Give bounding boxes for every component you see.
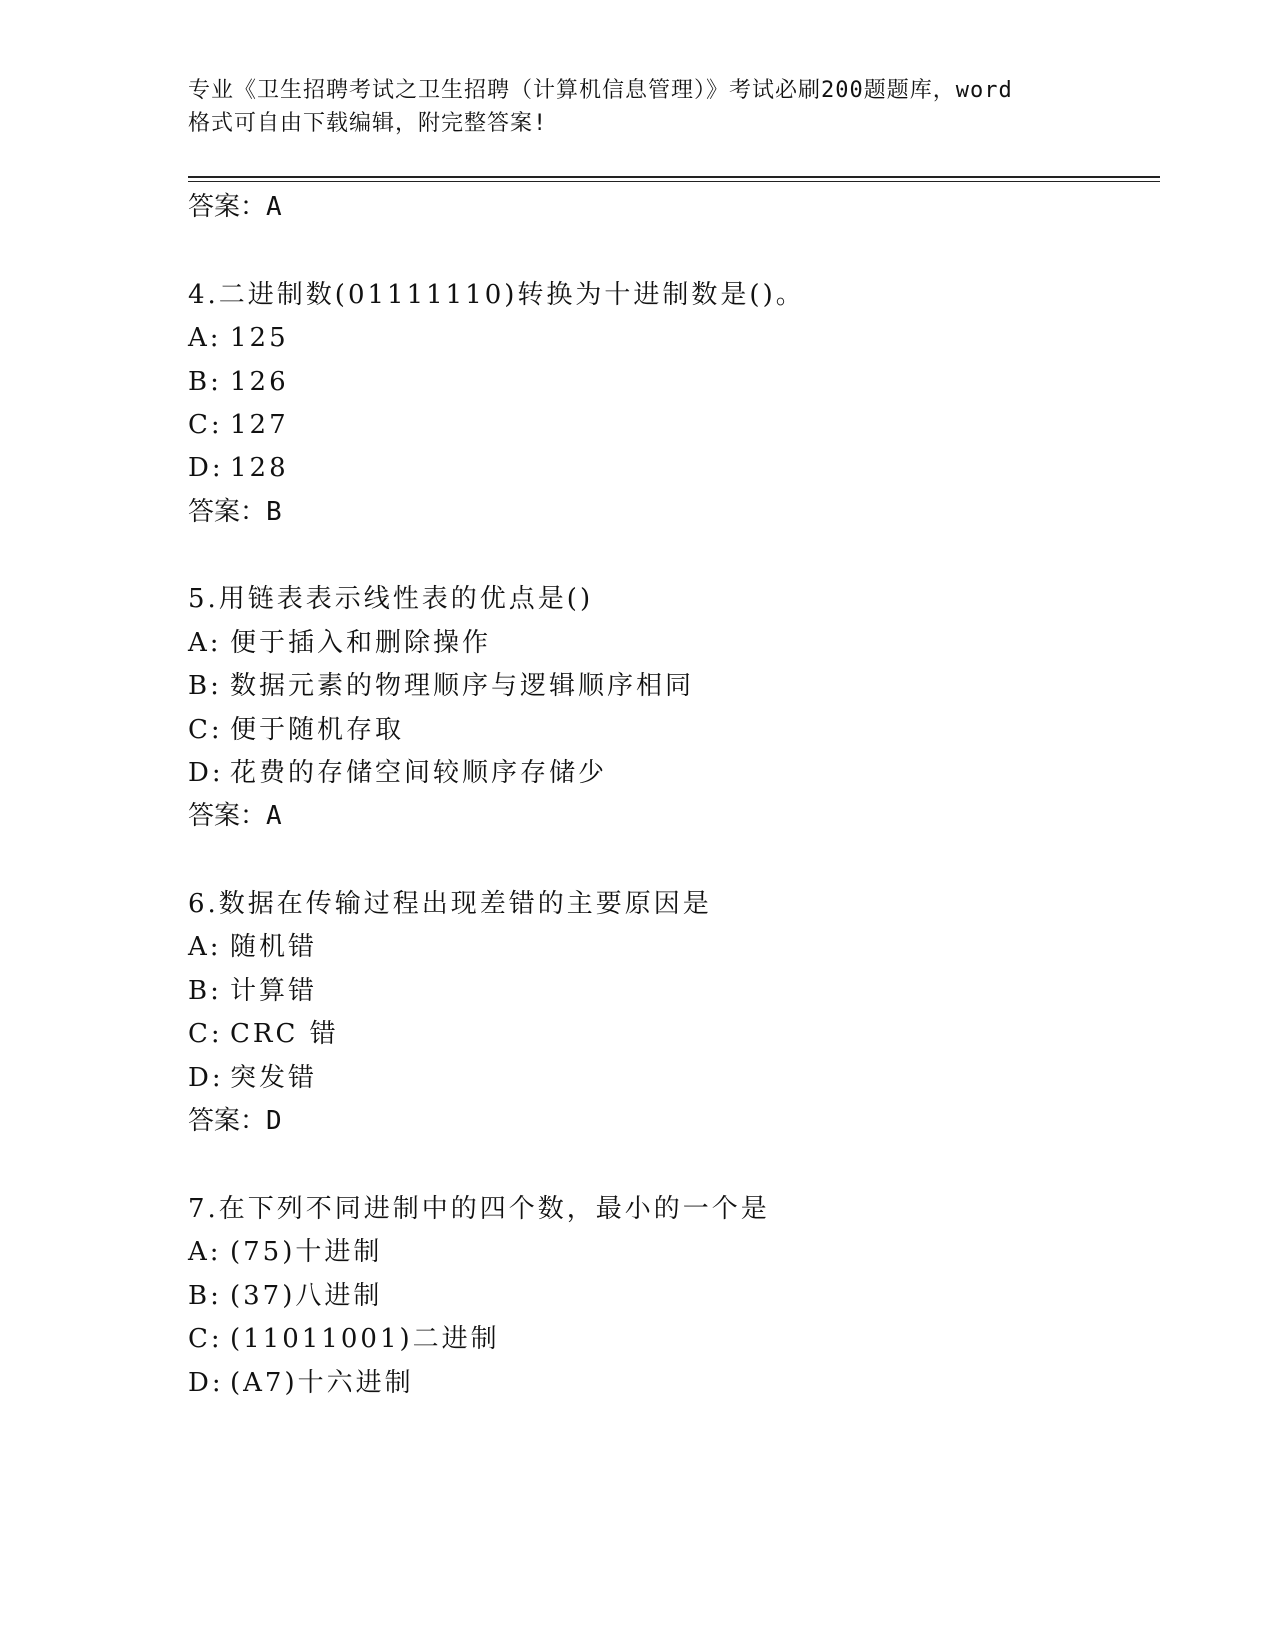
option-text: 127 xyxy=(230,410,289,440)
question-4-option-b xyxy=(188,365,289,399)
option-text: 125 xyxy=(230,323,289,353)
option-letter: D: xyxy=(188,453,224,483)
question-4-option-a xyxy=(188,321,289,355)
option-letter: C: xyxy=(188,410,223,440)
option-text: 126 xyxy=(230,367,289,397)
option-letter: D: xyxy=(188,1063,224,1093)
option-text: (37)八进制 xyxy=(230,1281,383,1311)
option-letter: B: xyxy=(188,976,222,1006)
question-7-stem: 7.在下列不同进制中的四个数，最小的一个是 xyxy=(188,1194,770,1224)
option-letter: D: xyxy=(188,1368,224,1398)
answer-4: 答案：B xyxy=(188,497,282,527)
question-5-option-a xyxy=(188,626,491,660)
question-4-stem: 4.二进制数(01111110)转换为十进制数是()。 xyxy=(188,280,805,310)
option-letter: D: xyxy=(188,758,224,788)
option-text: 数据元素的物理顺序与逻辑顺序相同 xyxy=(230,671,695,701)
question-7-option-c xyxy=(188,1322,500,1356)
option-letter: A: xyxy=(188,628,222,658)
question-7-option-d xyxy=(188,1366,414,1400)
header-rule-thick xyxy=(188,176,1160,178)
option-letter: B: xyxy=(188,367,222,397)
header-line-2: 格式可自由下载编辑，附完整答案! xyxy=(188,111,548,136)
question-7-option-a xyxy=(188,1235,382,1269)
option-letter: C: xyxy=(188,715,223,745)
option-letter: A: xyxy=(188,1237,222,1267)
question-5-option-c xyxy=(188,713,404,747)
option-text: (11011001)二进制 xyxy=(230,1324,500,1354)
option-letter: C: xyxy=(188,1019,223,1049)
header-line-1: 专业《卫生招聘考试之卫生招聘（计算机信息管理）》考试必刷200题题库，word xyxy=(188,78,1013,103)
answer-3: 答案：A xyxy=(188,192,282,222)
option-text: 便于插入和删除操作 xyxy=(230,628,492,658)
option-letter: A: xyxy=(188,323,222,353)
question-5-option-d xyxy=(188,756,607,790)
option-letter: B: xyxy=(188,1281,222,1311)
answer-6: 答案：D xyxy=(188,1106,282,1136)
option-text: 花费的存储空间较顺序存储少 xyxy=(230,758,608,788)
option-text: (75)十进制 xyxy=(230,1237,383,1267)
question-6-option-c xyxy=(188,1017,339,1051)
option-text: (A7)十六进制 xyxy=(230,1368,414,1398)
option-letter: A: xyxy=(188,932,222,962)
question-6-option-d xyxy=(188,1061,317,1095)
option-text: 便于随机存取 xyxy=(230,715,405,745)
question-5-stem: 5.用链表表示线性表的优点是() xyxy=(188,584,594,614)
question-4-option-c xyxy=(188,408,289,442)
option-text: 随机错 xyxy=(230,932,318,962)
question-6-stem: 6.数据在传输过程出现差错的主要原因是 xyxy=(188,889,712,919)
option-letter: B: xyxy=(188,671,222,701)
question-5-option-b xyxy=(188,669,694,703)
question-6-option-a xyxy=(188,930,317,964)
answer-5: 答案：A xyxy=(188,801,282,831)
option-letter: C: xyxy=(188,1324,223,1354)
question-7-option-b xyxy=(188,1279,382,1313)
document-header xyxy=(188,74,1088,140)
option-text: CRC 错 xyxy=(230,1019,339,1049)
header-rule-thin xyxy=(188,181,1160,182)
option-text: 计算错 xyxy=(230,976,318,1006)
option-text: 突发错 xyxy=(230,1063,318,1093)
question-4-option-d xyxy=(188,451,289,485)
question-6-option-b xyxy=(188,974,317,1008)
option-text: 128 xyxy=(230,453,289,483)
